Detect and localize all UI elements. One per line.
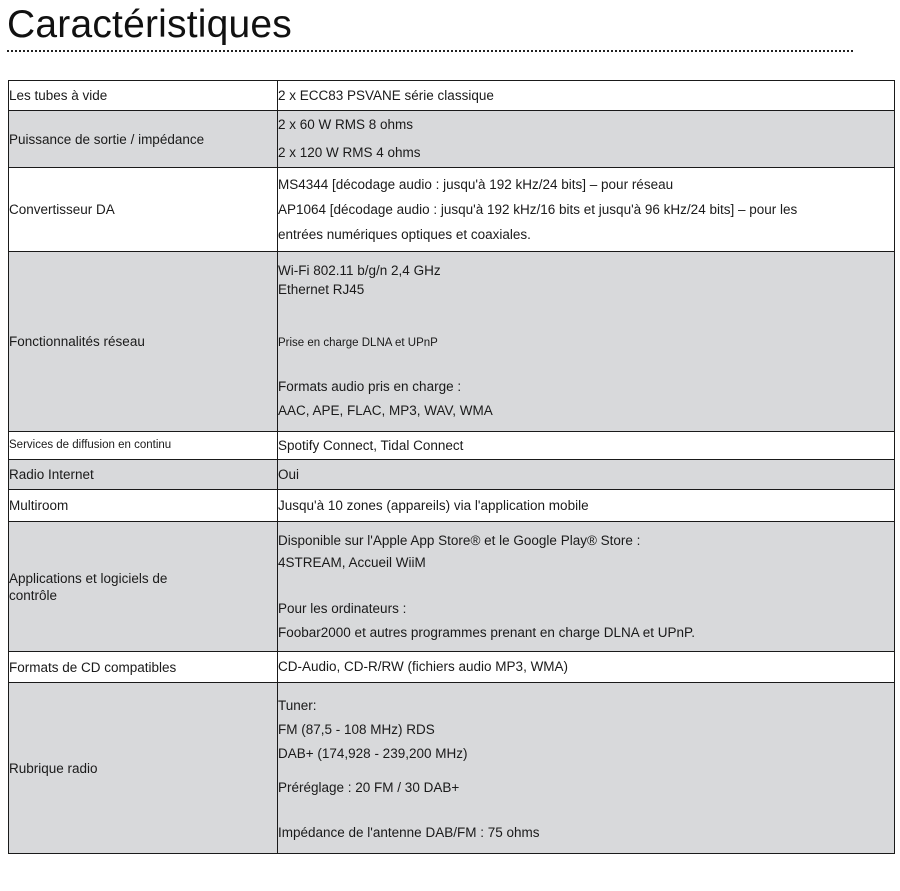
spec-value-cell — [278, 81, 895, 111]
spec-label-cell — [9, 460, 278, 490]
spec-value-line: FM (87,5 - 108 MHz) RDS — [278, 721, 435, 737]
spec-label-cell — [9, 252, 278, 432]
spec-label-cell — [9, 652, 278, 683]
spec-label: Radio Internet — [9, 467, 94, 482]
page-title: Caractéristiques — [7, 3, 292, 46]
spec-label-cell — [9, 81, 278, 111]
table-row — [9, 432, 895, 460]
spec-value-cell — [278, 460, 895, 490]
spec-label-line: Applications et logiciels de — [9, 570, 168, 586]
spec-value-line: Prise en charge DLNA et UPnP — [278, 336, 438, 349]
spec-label-cell — [9, 168, 278, 252]
spec-label-cell — [9, 432, 278, 460]
spec-value-cell — [278, 168, 895, 252]
spec-value-line: Jusqu'à 10 zones (appareils) via l'application mobile — [278, 497, 589, 513]
spec-value-cell — [278, 490, 895, 522]
table-row — [9, 490, 895, 522]
line-spacer — [278, 297, 894, 333]
spec-value-line: AP1064 [décodage audio : jusqu'à 192 kHz/16 bits et jusqu'à 96 kHz/24 bits] – pour les — [278, 202, 798, 217]
spec-label: Les tubes à vide — [9, 88, 108, 103]
table-row — [9, 683, 895, 854]
line-spacer — [278, 798, 894, 823]
line-spacer — [278, 766, 894, 778]
specifications-table — [8, 80, 895, 854]
spec-label: Convertisseur DA — [9, 202, 115, 217]
spec-value-line: Préréglage : 20 FM / 30 DAB+ — [278, 779, 460, 795]
spec-label: Fonctionnalités réseau — [9, 334, 145, 349]
line-spacer — [278, 353, 894, 377]
spec-label: Puissance de sortie / impédance — [9, 131, 205, 147]
spec-label-cell — [9, 490, 278, 522]
table-row — [9, 460, 895, 490]
spec-value-line: Wi-Fi 802.11 b/g/n 2,4 GHz — [278, 262, 441, 278]
spec-value-line: CD-Audio, CD-R/RW (fichiers audio MP3, WMA) — [278, 659, 569, 674]
spec-value-line: MS4344 [décodage audio : jusqu'à 192 kHz/24 bits] – pour réseau — [278, 177, 674, 192]
spec-value-line: AAC, APE, FLAC, MP3, WAV, WMA — [278, 402, 493, 418]
spec-label: Services de diffusion en continu — [9, 439, 172, 451]
table-row — [9, 168, 895, 252]
spec-value-cell — [278, 522, 895, 652]
spec-value-line: DAB+ (174,928 - 239,200 MHz) — [278, 745, 468, 761]
spec-label-cell — [9, 683, 278, 854]
spec-value-line: entrées numériques optiques et coaxiales. — [278, 227, 531, 242]
title-dotted-rule — [7, 50, 853, 52]
spec-value-line: Oui — [278, 466, 300, 482]
line-spacer — [278, 135, 894, 143]
spec-label-cell — [9, 111, 278, 168]
spec-value-line: Impédance de l'antenne DAB/FM : 75 ohms — [278, 824, 540, 840]
table-row — [9, 252, 895, 432]
spec-value-line: Formats audio pris en charge : — [278, 378, 462, 394]
spec-label-cell — [9, 522, 278, 652]
line-spacer — [278, 573, 894, 599]
spec-value-line: Disponible sur l'Apple App Store® et le Google Play® Store : — [278, 532, 641, 548]
table-row — [9, 652, 895, 683]
spec-value-cell — [278, 252, 895, 432]
spec-value-cell — [278, 683, 895, 854]
spec-label-line: contrôle — [9, 587, 58, 603]
table-row — [9, 111, 895, 168]
spec-label: Rubrique radio — [9, 760, 98, 776]
spec-value-line: Foobar2000 et autres programmes prenant en charge DLNA et UPnP. — [278, 624, 695, 640]
spec-value-line: 2 x 60 W RMS 8 ohms — [278, 117, 414, 132]
spec-value-line: Ethernet RJ45 — [278, 281, 365, 297]
spec-value-cell — [278, 652, 895, 683]
spec-value-cell — [278, 111, 895, 168]
spec-value-line: 4STREAM, Accueil WiiM — [278, 554, 426, 570]
spec-value-line: 2 x 120 W RMS 4 ohms — [278, 145, 421, 160]
spec-value-line: Tuner: — [278, 697, 317, 713]
spec-value-line: Pour les ordinateurs : — [278, 600, 407, 616]
spec-label: Multiroom — [9, 498, 69, 513]
spec-value-cell — [278, 432, 895, 460]
table-row — [9, 81, 895, 111]
spec-value-line: Spotify Connect, Tidal Connect — [278, 437, 464, 453]
spec-value-line: 2 x ECC83 PSVANE série classique — [278, 87, 494, 103]
spec-label: Formats de CD compatibles — [9, 659, 177, 675]
table-row — [9, 522, 895, 652]
